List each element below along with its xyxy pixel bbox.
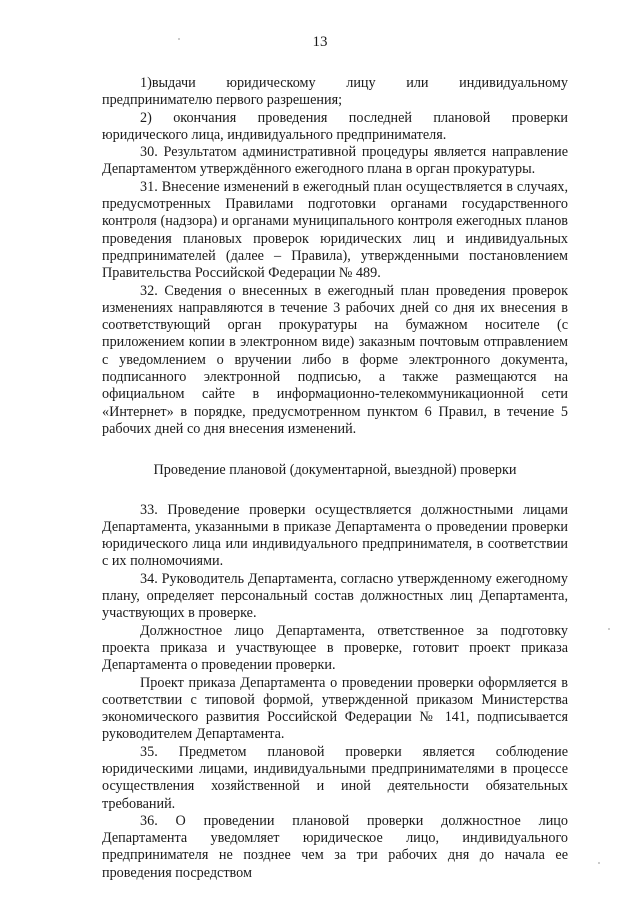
section-heading: Проведение плановой (документарной, выездной) проверки bbox=[153, 462, 517, 479]
paragraph-item-2: 2) окончания проведения последней плановой проверки юридического лица, индивидуального предпринимателя. bbox=[102, 109, 568, 143]
paragraph-34-order-draft: Проект приказа Департамента о проведении проверки оформляется в соответствии с типовой формой, утвержденной приказом Министерства экономического развития Российской Федерации № 141, подписывается руководителем Департамента. bbox=[102, 674, 568, 743]
paragraph-31: 31. Внесение изменений в ежегодный план осуществляется в случаях, предусмотренных Правилами подготовки органами государственного контроля (надзора) и органами муниципального контроля ежегодных планов проведения плановых проверок юридических лиц и индивидуальных предпринимателей (далее – Правила), утвержденными постановлением Правительства Российской Федерации № 489. bbox=[102, 178, 568, 282]
paragraph-34-responsible-official: Должностное лицо Департамента, ответственное за подготовку проекта приказа и участвующее в проверке, готовит проект приказа Департамента о проведении проверки. bbox=[102, 622, 568, 674]
paragraph-34: 34. Руководитель Департамента, согласно утвержденному ежегодному плану, определяет персональный состав должностных лиц Департамента, участвующих в проверке. bbox=[102, 570, 568, 622]
paragraph-36: 36. О проведении плановой проверки должностное лицо Департамента уведомляет юридическое лицо, индивидуального предпринимателя не позднее чем за три рабочих дня до начала ее проведения посредством bbox=[102, 812, 568, 881]
scan-speck bbox=[178, 38, 180, 40]
paragraph-item-1: 1)выдачи юридическому лицу или индивидуальному предпринимателю первого разрешения; bbox=[102, 75, 568, 109]
paragraph-32: 32. Сведения о внесенных в ежегодный план проведения проверок изменениях направляются в течение 3 рабочих дней со дня их внесения в соответствующий орган прокуратуры на бумажном носителе (с приложением копии в электронном виде) заказным почтовым отправлением с уведомлением о вручении либо в форме электронного документа, подписанного электронной подписью, а также размещаются на официальном сайте в информационно-телекоммуникационной сети «Интернет» в порядке, предусмотренном пунктом 6 Правил, в течение 5 рабочих дней со дня внесения изменений. bbox=[102, 282, 568, 437]
scan-speck bbox=[608, 628, 610, 630]
paragraph-35: 35. Предметом плановой проверки является соблюдение юридическими лицами, индивидуальными предпринимателями в процессе осуществления хозяйственной и иной деятельности обязательных требований. bbox=[102, 743, 568, 812]
paragraph-30: 30. Результатом административной процедуры является направление Департаментом утверждённого ежегодного плана в орган прокуратуры. bbox=[102, 144, 568, 178]
scan-speck bbox=[598, 862, 600, 864]
page-number: 13 bbox=[312, 34, 328, 50]
paragraph-33: 33. Проведение проверки осуществляется должностными лицами Департамента, указанными в приказе Департамента о проведении проверки юридического лица или индивидуального предпринимателя, в соответствии с их полномочиями. bbox=[102, 501, 568, 570]
document-body bbox=[102, 75, 568, 882]
